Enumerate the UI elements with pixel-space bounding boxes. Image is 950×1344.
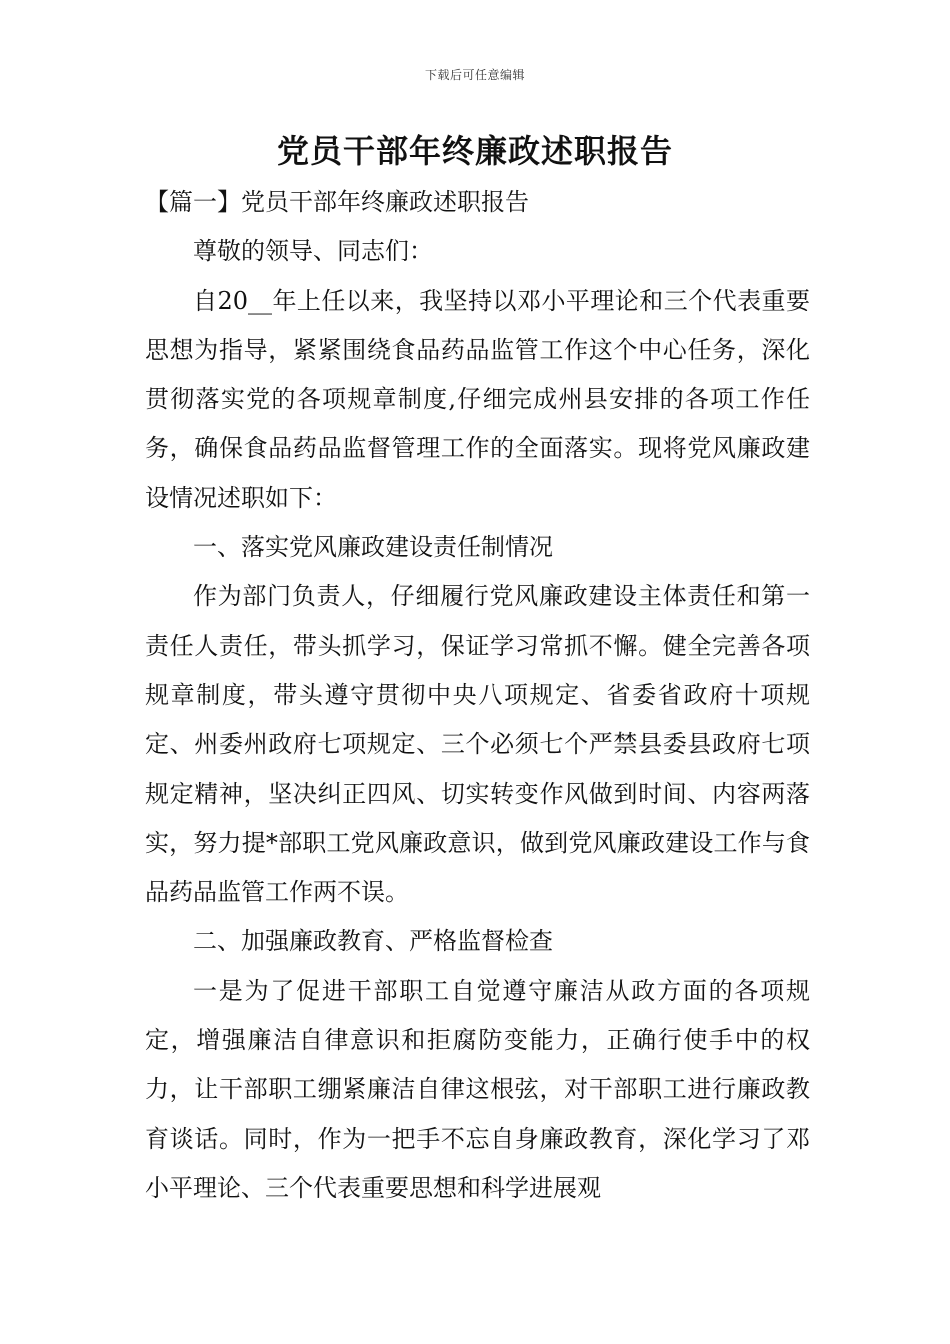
section-two-paragraph: 一是为了促进干部职工自觉遵守廉洁从政方面的各项规定，增强廉洁自律意识和拒腐防变能力，正确行使手中的权力，让干部职工绷紧廉洁自律这根弦，对干部职工进行廉政教育谈话。同时，作为一把手不忘自身廉政教育，深化学习了邓小平理论、三个代表重要思想和科学进展观 — [145, 976, 810, 1202]
intro-paragraph: 自20__年上任以来，我坚持以邓小平理论和三个代表重要思想为指导，紧紧围绕食品药品监管工作这个中心任务，深化贯彻落实党的各项规章制度,仔细完成州县安排的各项工作任务，确保食品药品监督管理工作的全面落实。现将党风廉政建设情况述职如下： — [145, 286, 810, 512]
salutation: 尊敬的领导、同志们： — [193, 237, 433, 266]
section-one-heading: 一、落实党风廉政建设责任制情况 — [193, 533, 553, 562]
section-one-paragraph: 作为部门负责人，仔细履行党风廉政建设主体责任和第一责任人责任，带头抓学习，保证学习常抓不懈。健全完善各项规章制度，带头遵守贯彻中央八项规定、省委省政府十项规定、州委州政府七项规定、三个必须七个严禁县委县政府七项规定精神，坚决纠正四风、切实转变作风做到时间、内容两落实，努力提*部职工党风廉政意识，做到党风廉政建设工作与食品药品监管工作两不误。 — [145, 582, 810, 907]
section-heading: 【篇一】党员干部年终廉政述职报告 — [145, 188, 529, 216]
document-body — [145, 178, 810, 1213]
page-header-note: 下载后可任意编辑 — [424, 68, 525, 82]
document-title: 党员干部年终廉政述职报告 — [276, 132, 673, 170]
section-two-heading: 二、加强廉政教育、严格监督检查 — [193, 927, 553, 956]
